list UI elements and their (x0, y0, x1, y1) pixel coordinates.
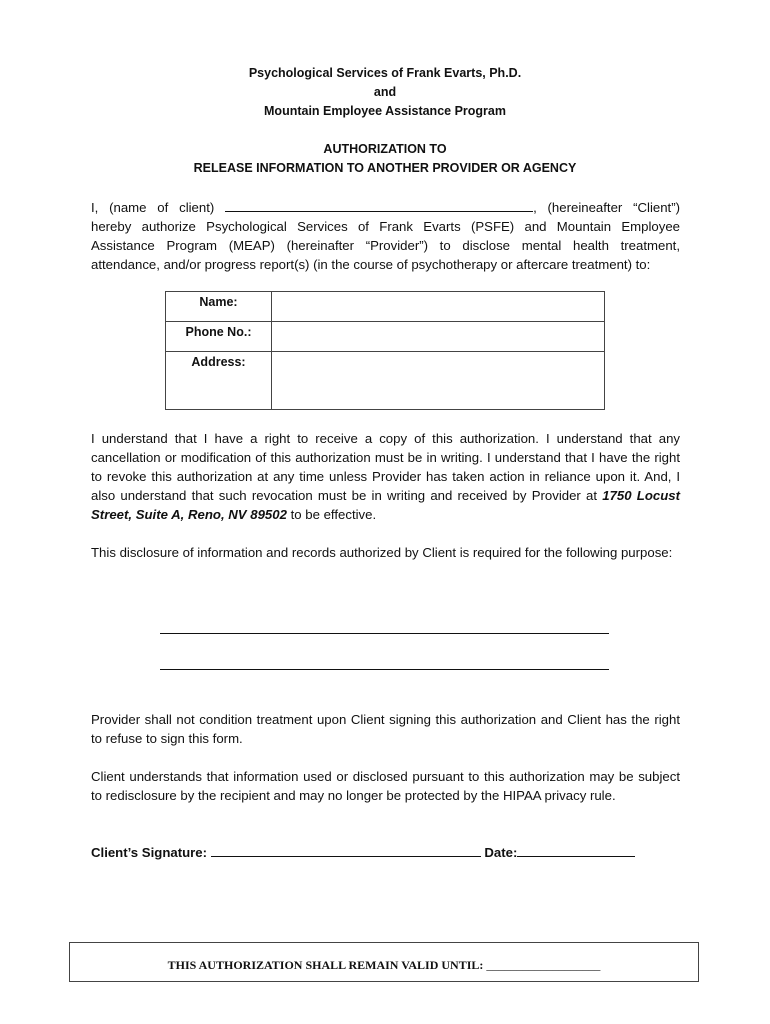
redisclosure-paragraph: Client understands that information used or disclosed pursuant to this authorization may be subject to redisclosure by the recipient and may no longer be protected by the HIPAA privacy rule. (91, 769, 680, 803)
intro-paragraph (91, 198, 680, 274)
rights-text: I understand that I have a right to receive a copy of this authorization. I understand that any cancellation or modification of this authorization must be in writing. I understand that I have the right to revoke this authorization at any time unless Provider has taken action in reliance upon it. And, I also understand that such revocation must be in writing and received by Provider at (91, 431, 680, 503)
purpose-paragraph: This disclosure of information and records authorized by Client is required for the following purpose: (91, 545, 673, 560)
recipient-info-table (165, 291, 605, 410)
rights-text-suffix: to be effective. (286, 507, 377, 522)
date-field[interactable] (517, 844, 635, 857)
signature-label: Client’s Signature: (91, 845, 208, 860)
form-title-line2: RELEASE INFORMATION TO ANOTHER PROVIDER OR AGENCY (193, 161, 577, 175)
header-program-name: Mountain Employee Assistance Program (264, 104, 506, 118)
recipient-name-label: Name: (166, 292, 272, 322)
purpose-line-2[interactable] (160, 669, 609, 670)
intro-text-start: I, (name of client) (91, 200, 226, 215)
intro-text-end: , (hereineafter “Client”) hereby authorize Psychological Services of Frank Evarts (PSFE) and Mountain Employee Assistance Program (MEAP) (hereinafter “Provider”) to disclose mental health treatment, attendance, and/or progress report(s) (in the course of psychotherapy or aftercare treatment) to: (91, 200, 680, 272)
validity-date-field[interactable]: ___________________ (486, 958, 601, 972)
rights-paragraph (91, 429, 680, 524)
signature-row (91, 844, 635, 860)
provider-address: 1750 Locust Street, Suite A, Reno, NV 89502 (91, 488, 681, 522)
form-title-line1: AUTHORIZATION TO (323, 142, 447, 156)
header-and: and (373, 85, 397, 99)
recipient-address-label: Address: (166, 352, 272, 410)
purpose-line-1[interactable] (160, 633, 609, 634)
recipient-name-field[interactable] (272, 292, 605, 322)
client-name-field[interactable] (225, 199, 533, 212)
validity-row (70, 958, 698, 973)
recipient-phone-label: Phone No.: (166, 322, 272, 352)
recipient-phone-field[interactable] (272, 322, 605, 352)
recipient-address-field[interactable] (272, 352, 605, 410)
condition-paragraph: Provider shall not condition treatment upon Client signing this authorization and Client has the right to refuse to sign this form. (91, 712, 680, 746)
validity-box (69, 942, 699, 982)
header-practice-name: Psychological Services of Frank Evarts, Ph.D. (248, 66, 522, 80)
date-label: Date: (484, 845, 518, 860)
signature-field[interactable] (211, 844, 481, 857)
validity-text: THIS AUTHORIZATION SHALL REMAIN VALID UNTIL: (167, 958, 484, 972)
